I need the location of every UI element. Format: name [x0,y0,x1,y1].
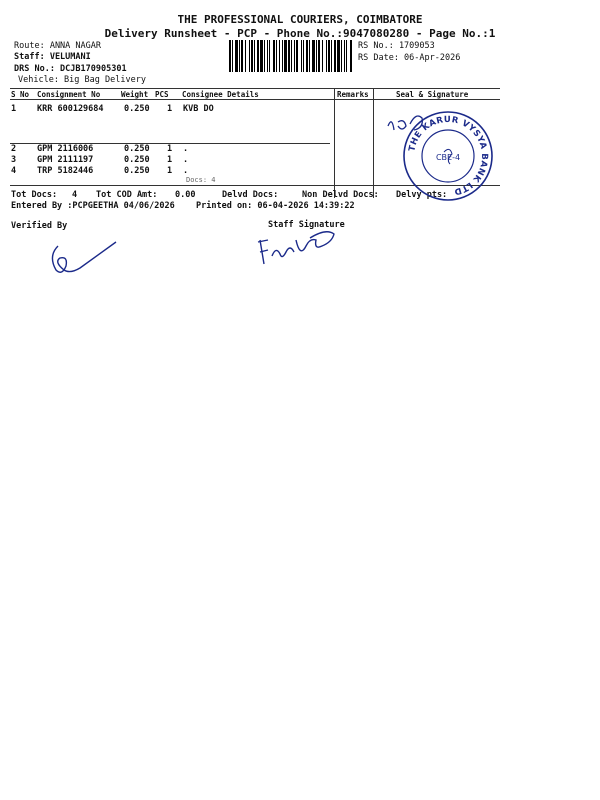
col-header-sno: S No [11,90,30,99]
tot-cod-value: 0.00 [175,190,196,200]
staff-label: Staff: VELUMANI [14,52,91,62]
runsheet-subtitle: Delivery Runsheet - PCP - Phone No.:9047080280 - Page No.:1 [104,27,496,40]
stamp-branch-text: CBE-4 [435,153,461,162]
row-2-pcs: 1 [167,144,173,154]
docs-note: Docs: 4 [186,176,216,184]
remarks-divider [334,88,335,198]
row-1-details: KVB DO [183,104,214,114]
delvy-pts-label: Delvy pts: [396,190,448,200]
col-header-pcs: PCS [155,90,169,99]
row-4-details: . [183,166,189,176]
row-1-pcs: 1 [167,104,173,114]
printed-on: Printed on: 06-04-2026 14:39:22 [196,201,355,211]
row-1-consignment: KRR 600129684 [37,104,104,114]
tot-cod-label: Tot COD Amt: [96,190,158,200]
row-4-consignment: TRP 5182446 [37,166,94,176]
row-4-sno: 4 [11,166,17,176]
vehicle-label: Vehicle: Big Bag Delivery [18,75,146,85]
rs-number: RS No.: 1709053 [358,41,435,51]
handwritten-initials [382,104,442,144]
row-2-consignment: GPM 2116006 [37,144,94,154]
non-delvd-docs-label: Non Delvd Docs: [302,190,379,200]
company-title: THE PROFESSIONAL COURIERS, COIMBATORE [177,13,423,26]
rs-date: RS Date: 06-Apr-2026 [358,53,461,63]
row-4-pcs: 1 [167,166,173,176]
row-3-sno: 3 [11,155,17,165]
route-label: Route: ANNA NAGAR [14,41,101,51]
row-2-details: . [183,144,189,154]
row-3-consignment: GPM 2111197 [37,155,94,165]
row-1-weight: 0.250 [124,104,150,114]
col-header-consignee: Consignee Details [182,90,259,99]
tot-docs-label: Tot Docs: [11,190,58,200]
table-header-rule [10,99,500,100]
row-4-weight: 0.250 [124,166,150,176]
row-1-sno: 1 [11,104,17,114]
verified-signature [44,238,124,278]
stamp-ring-text: THE KARUR VYSYA BANK LTD [407,114,490,197]
row-2-sno: 2 [11,144,17,154]
col-header-consignment: Consignment No [37,90,101,99]
staff-signature-label: Staff Signature [268,220,345,230]
row-3-pcs: 1 [167,155,173,165]
row-3-weight: 0.250 [124,155,150,165]
row-2-weight: 0.250 [124,144,150,154]
entered-by: Entered By :PCPGEETHA 04/06/2026 [11,201,175,211]
drs-number: DRS No.: DCJB170905301 [14,64,127,74]
barcode-image [229,40,353,72]
col-header-weight: Weight [121,90,149,99]
col-header-seal: Seal & Signature [396,90,469,99]
verified-by-label: Verified By [11,221,68,231]
tot-docs-value: 4 [72,190,78,200]
seal-divider [373,88,374,198]
staff-signature [252,226,342,268]
row-3-details: . [183,155,189,165]
col-header-remarks: Remarks [337,90,369,99]
delvd-docs-label: Delvd Docs: [222,190,279,200]
table-top-rule [10,88,500,89]
